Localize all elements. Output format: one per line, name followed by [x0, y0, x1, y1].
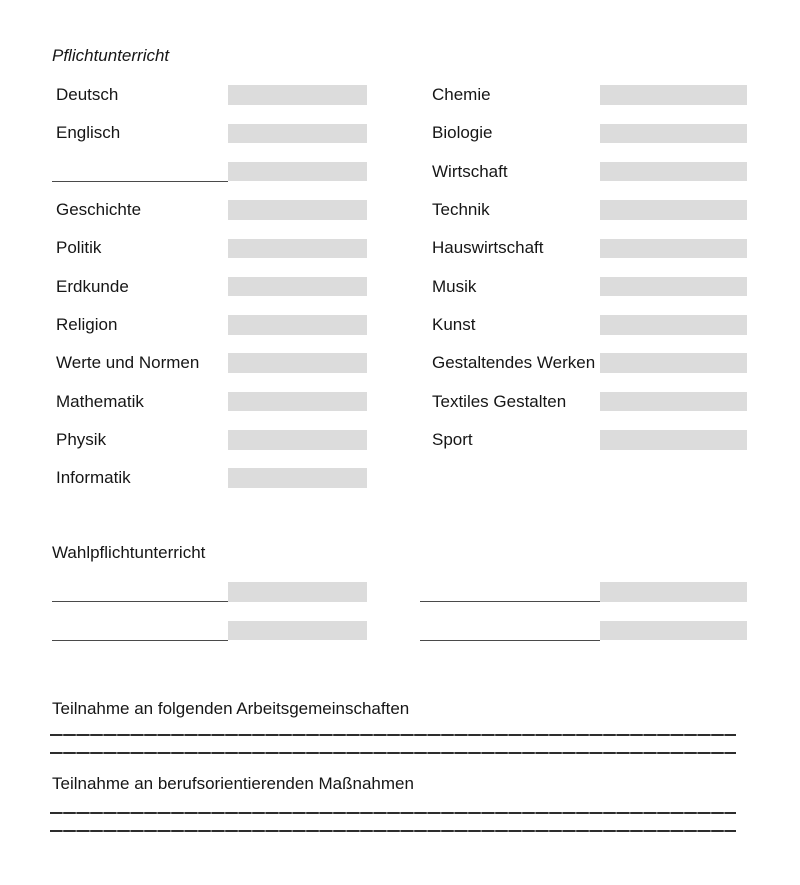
- grade-field-sport[interactable]: [600, 430, 747, 450]
- column-gap: [367, 76, 428, 114]
- grade-field-hauswirtschaft[interactable]: [600, 239, 747, 259]
- grade-cell: [600, 421, 747, 459]
- empty-cell: [600, 459, 747, 497]
- grade-cell: [600, 344, 747, 382]
- grade-cell: [228, 611, 367, 649]
- wahlpflicht-subject-line-left-1[interactable]: [52, 582, 228, 603]
- custom-subject-line-1[interactable]: [52, 161, 228, 182]
- subject-label-erdkunde: Erdkunde: [56, 276, 129, 296]
- bo-write-line-2[interactable]: [50, 830, 736, 832]
- subject-cell: [428, 611, 600, 649]
- grade-field-physik[interactable]: [228, 430, 367, 450]
- grade-cell: [228, 306, 367, 344]
- section-title-pflichtunterricht: Pflichtunterricht: [52, 46, 170, 65]
- subject-label-werte-und-normen: Werte und Normen: [56, 353, 200, 373]
- subject-label-deutsch: Deutsch: [56, 85, 119, 105]
- grade-field-wirtschaft[interactable]: [600, 162, 747, 182]
- wahlpflicht-subject-line-left-2[interactable]: [52, 620, 228, 641]
- column-gap: [367, 421, 428, 459]
- subject-label-informatik: Informatik: [56, 468, 131, 488]
- subject-label-mathematik: Mathematik: [56, 391, 144, 411]
- subject-cell: [428, 573, 600, 611]
- subject-label-geschichte: Geschichte: [56, 200, 142, 220]
- subject-cell: [428, 382, 600, 420]
- subject-label-musik: Musik: [432, 276, 477, 296]
- subject-cell: [428, 344, 600, 382]
- subject-cell: [52, 153, 228, 191]
- grade-field-geschichte[interactable]: [228, 200, 367, 220]
- subject-label-biologie: Biologie: [432, 123, 493, 143]
- subject-label-physik: Physik: [56, 429, 107, 449]
- column-gap: [367, 459, 428, 497]
- grade-field-biologie[interactable]: [600, 124, 747, 144]
- grade-cell: [600, 573, 747, 611]
- subject-cell: [52, 459, 228, 497]
- grade-cell: [600, 76, 747, 114]
- section-title-wahlpflichtunterricht: Wahlpflichtunterricht: [52, 543, 206, 562]
- grade-cell: [228, 344, 367, 382]
- ag-write-line-1[interactable]: [50, 734, 736, 736]
- grade-field-erdkunde[interactable]: [228, 277, 367, 297]
- grade-cell: [228, 421, 367, 459]
- grade-field-informatik[interactable]: [228, 468, 367, 488]
- column-gap: [367, 267, 428, 305]
- ag-write-line-2[interactable]: [50, 752, 736, 754]
- grade-cell: [600, 114, 747, 152]
- subject-cell: [428, 306, 600, 344]
- subject-cell: [52, 267, 228, 305]
- section-title-berufsorientierung: Teilnahme an berufsorientierenden Maßnahmen: [52, 774, 414, 793]
- subject-cell: [52, 229, 228, 267]
- grade-cell: [228, 382, 367, 420]
- subject-cell: [52, 306, 228, 344]
- column-gap: [367, 344, 428, 382]
- subject-label-sport: Sport: [432, 429, 473, 449]
- subject-cell: [52, 344, 228, 382]
- grade-cell: [600, 611, 747, 649]
- bo-write-line-1[interactable]: [50, 812, 736, 814]
- subject-cell: [52, 382, 228, 420]
- wahlpflicht-grid: [52, 573, 747, 650]
- subject-label-politik: Politik: [56, 238, 102, 258]
- column-gap: [367, 382, 428, 420]
- grade-field-englisch[interactable]: [228, 124, 367, 144]
- grade-field-technik[interactable]: [600, 200, 747, 220]
- subject-cell: [52, 573, 228, 611]
- subject-label-technik: Technik: [432, 200, 490, 220]
- subject-cell: [428, 153, 600, 191]
- subject-label-textiles-gestalten: Textiles Gestalten: [432, 391, 567, 411]
- grade-cell: [228, 191, 367, 229]
- grade-field-politik[interactable]: [228, 239, 367, 259]
- wahlpflicht-subject-line-right-1[interactable]: [420, 582, 600, 603]
- subject-label-hauswirtschaft: Hauswirtschaft: [432, 238, 544, 258]
- empty-cell: [428, 459, 600, 497]
- grade-field-kunst[interactable]: [600, 315, 747, 335]
- section-title-arbeitsgemeinschaften: Teilnahme an folgenden Arbeitsgemeinschaften: [52, 699, 410, 718]
- subject-cell: [52, 611, 228, 649]
- subject-cell: [428, 114, 600, 152]
- grade-cell: [600, 191, 747, 229]
- grade-cell: [228, 267, 367, 305]
- grade-field-gestaltendes-werken[interactable]: [600, 353, 747, 373]
- subject-cell: [52, 191, 228, 229]
- subject-label-chemie: Chemie: [432, 85, 491, 105]
- column-gap: [367, 191, 428, 229]
- grade-field-mathematik[interactable]: [228, 392, 367, 412]
- column-gap: [367, 153, 428, 191]
- grade-cell: [600, 306, 747, 344]
- grade-cell: [600, 153, 747, 191]
- grade-cell: [600, 229, 747, 267]
- subject-label-gestaltendes-werken: Gestaltendes Werken: [432, 353, 596, 373]
- column-gap: [367, 114, 428, 152]
- subject-label-wirtschaft: Wirtschaft: [432, 161, 508, 181]
- subject-cell: [428, 421, 600, 459]
- grade-cell: [228, 153, 367, 191]
- subject-cell: [52, 421, 228, 459]
- subject-cell: [428, 76, 600, 114]
- grade-field-werte-und-normen[interactable]: [228, 353, 367, 373]
- subject-label-religion: Religion: [56, 314, 118, 334]
- subject-cell: [428, 191, 600, 229]
- grade-field-custom-1[interactable]: [228, 162, 367, 182]
- subject-label-kunst: Kunst: [432, 314, 476, 334]
- grade-cell: [600, 267, 747, 305]
- grade-cell: [228, 76, 367, 114]
- wahlpflicht-grade-field-right-2[interactable]: [600, 621, 747, 641]
- wahlpflicht-grade-field-left-2[interactable]: [228, 621, 367, 641]
- grade-cell: [228, 114, 367, 152]
- column-gap: [367, 229, 428, 267]
- grade-field-musik[interactable]: [600, 277, 747, 297]
- subject-cell: [52, 114, 228, 152]
- pflicht-subject-grid: [52, 76, 747, 497]
- column-gap: [367, 306, 428, 344]
- grade-field-chemie[interactable]: [600, 85, 747, 105]
- subject-cell: [428, 267, 600, 305]
- grade-field-religion[interactable]: [228, 315, 367, 335]
- wahlpflicht-subject-line-right-2[interactable]: [420, 620, 600, 641]
- subject-cell: [52, 76, 228, 114]
- subject-cell: [428, 229, 600, 267]
- column-gap: [367, 611, 428, 649]
- wahlpflicht-grade-field-left-1[interactable]: [228, 582, 367, 602]
- grade-cell: [228, 459, 367, 497]
- grade-field-deutsch[interactable]: [228, 85, 367, 105]
- grade-cell: [228, 573, 367, 611]
- wahlpflicht-grade-field-right-1[interactable]: [600, 582, 747, 602]
- grade-cell: [228, 229, 367, 267]
- column-gap: [367, 573, 428, 611]
- subject-label-englisch: Englisch: [56, 123, 121, 143]
- grade-cell: [600, 382, 747, 420]
- grade-field-textiles-gestalten[interactable]: [600, 392, 747, 412]
